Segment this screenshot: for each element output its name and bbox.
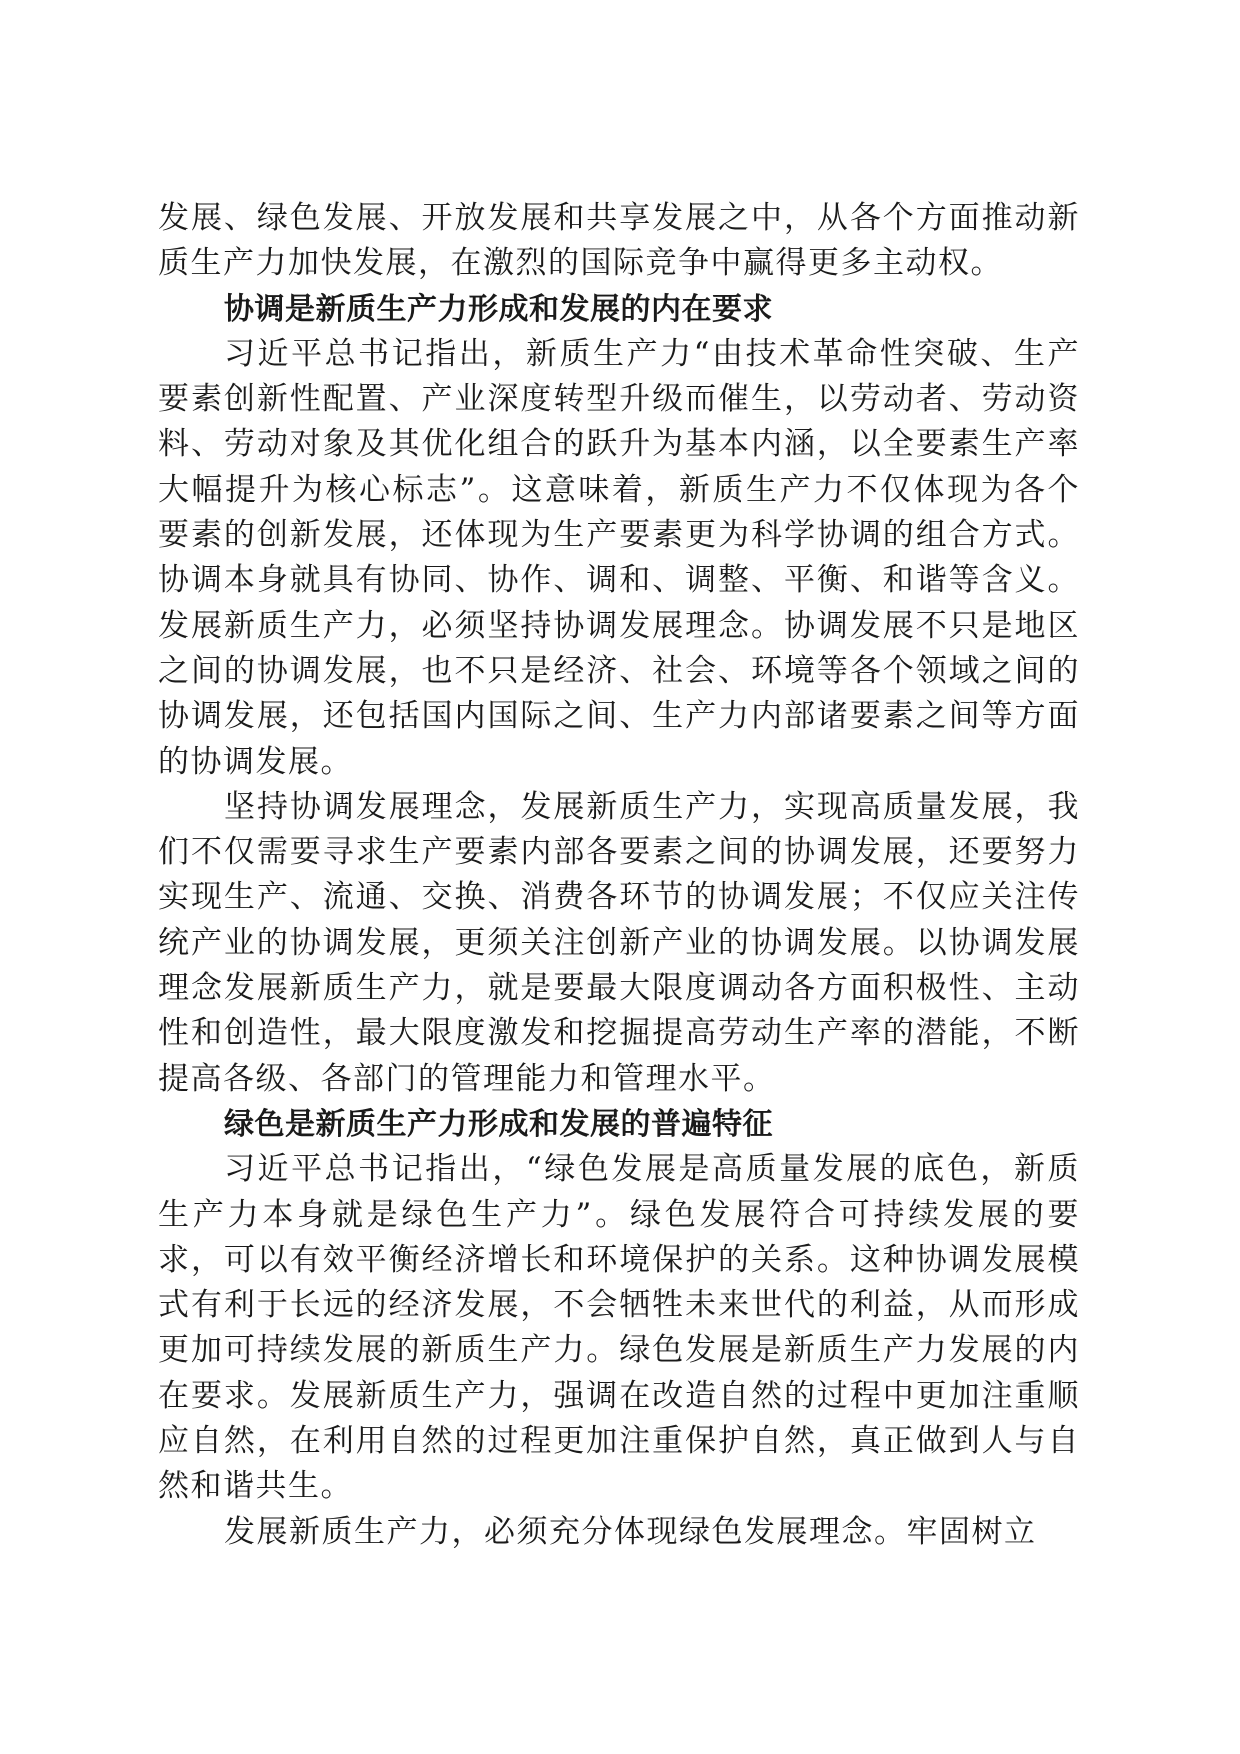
section-heading-green: 绿色是新质生产力形成和发展的普遍特征 — [224, 1106, 773, 1142]
paragraph-green-1: 习近平总书记指出，“绿色发展是高质量发展的底色，新质生产力本身就是绿色生产力”。绿色发展符合可持续发展的要求，可以有效平衡经济增长和环境保护的关系。这种协调发展模式有利于长远的经济发展，不会牺牲未来世代的利益，从而形成更加可持续发展的新质生产力。绿色发展是新质生产力发展的内在要求。发展新质生产力，强调在改造自然的过程中更加注重顺应自然，在利用自然的过程更加注重保护自然，真正做到人与自然和谐共生。 — [158, 1151, 1080, 1505]
paragraph-green-2: 发展新质生产力，必须充分体现绿色发展理念。牢固树立 — [224, 1513, 1037, 1550]
paragraph-continued: 发展、绿色发展、开放发展和共享发展之中，从各个方面推动新质生产力加快发展，在激烈的国际竞争中赢得更多主动权。 — [158, 200, 1080, 282]
paragraph-coordination-2: 坚持协调发展理念，发展新质生产力，实现高质量发展，我们不仅需要寻求生产要素内部各要素之间的协调发展，还要努力实现生产、流通、交换、消费各环节的协调发展；不仅应关注传统产业的协调发展，更须关注创新产业的协调发展。以协调发展理念发展新质生产力，就是要最大限度调动各方面积极性、主动性和创造性，最大限度激发和挖掘提高劳动生产率的潜能，不断提高各级、各部门的管理能力和管理水平。 — [158, 788, 1080, 1097]
section-heading-coordination: 协调是新质生产力形成和发展的内在要求 — [224, 291, 773, 327]
document-body — [158, 196, 1080, 1555]
paragraph-coordination-1: 习近平总书记指出，新质生产力“由技术革命性突破、生产要素创新性配置、产业深度转型升级而催生，以劳动者、劳动资料、劳动对象及其优化组合的跃升为基本内涵，以全要素生产率大幅提升为核心标志”。这意味着，新质生产力不仅体现为各个要素的创新发展，还体现为生产要素更为科学协调的组合方式。协调本身就具有协同、协作、调和、调整、平衡、和谐等含义。发展新质生产力，必须坚持协调发展理念。协调发展不只是地区之间的协调发展，也不只是经济、社会、环境等各个领域之间的协调发展，还包括国内国际之间、生产力内部诸要素之间等方面的协调发展。 — [158, 335, 1080, 780]
